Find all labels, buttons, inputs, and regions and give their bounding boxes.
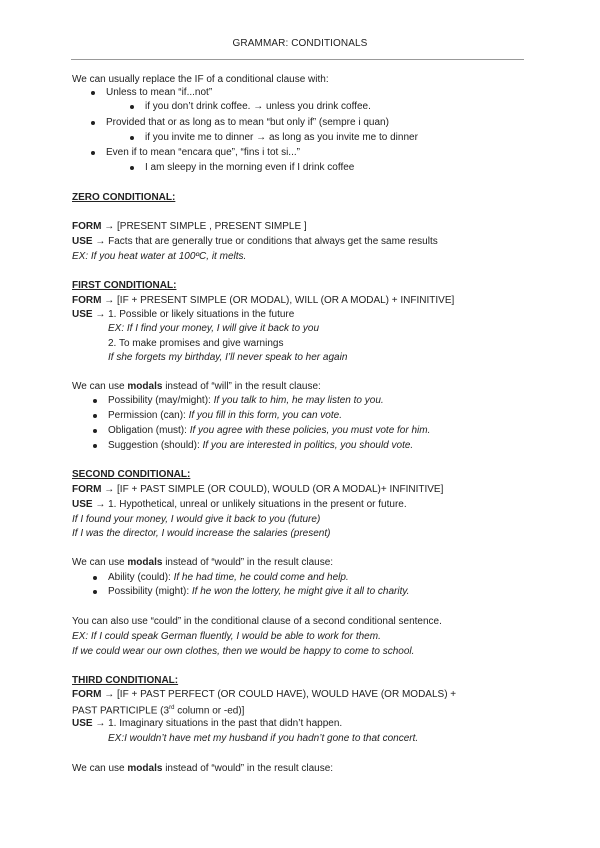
use-text: → Facts that are generally true or conditions that always get the same results [92,236,438,247]
second-example-2: If I was the director, I would increase the salaries (present) [72,528,331,539]
modal-example: If he had time, he could come and help. [173,572,349,583]
bullet-icon [93,429,97,433]
use-label: USE [72,499,93,510]
second-could-example-2: If we could wear our own clothes, then we would be happy to come to school. [72,646,415,657]
ordinal-suffix: rd [169,705,175,711]
zero-heading: ZERO CONDITIONAL: [72,192,176,203]
form-text-2: PAST PARTICIPLE (3 [72,705,170,717]
use-label: USE [72,236,93,247]
modals-pre: We can use [72,381,128,392]
bullet-icon [91,121,95,125]
third-example: EX:I wouldn’t have met my husband if you hadn’t gone to that concert. [108,733,419,744]
use-text: → 1. Hypothetical, unreal or unlikely situations in the present or future. [92,499,407,510]
header-divider [71,59,524,60]
zero-use [72,235,438,248]
third-use [72,717,342,730]
intro-item-provided [106,116,389,129]
second-modal-possibility [108,585,409,598]
first-form [72,294,454,307]
first-use [72,308,294,321]
page-header: GRAMMAR: CONDITIONALS [232,38,368,49]
bullet-icon [130,105,134,109]
bullet-icon [93,444,97,448]
intro-item-unless [106,86,212,99]
bullet-icon [93,576,97,580]
zero-form [72,220,307,233]
modal-example: If you talk to him, he may listen to you. [213,395,384,406]
intro-item-text: Even if to mean “encara que”, “fins i tot si...” [106,147,300,158]
modal-label: Ability (could): [108,572,174,583]
zero-example: EX: If you heat water at 100ºC, it melts. [72,251,247,262]
intro-sub-unless [145,100,371,113]
form-text: → [IF + PRESENT SIMPLE (OR MODAL), WILL (OR A MODAL) + INFINITIVE] [101,295,455,306]
modal-label: Permission (can): [108,410,189,421]
third-form [72,688,456,701]
modals-post: instead of “will” in the result clause: [162,381,321,392]
use-text: → 1. Possible or likely situations in the future [92,309,295,320]
form-text: → [IF + PAST SIMPLE (OR COULD), WOULD (OR A MODAL)+ INFINITIVE] [101,484,444,495]
form-text-3: column or -ed)] [174,705,245,717]
second-modal-ability [108,571,349,584]
first-example-2: If she forgets my birthday, I’ll never speak to her again [108,352,348,363]
first-modal-obligation [108,424,430,437]
second-use [72,498,407,511]
modals-bold: modals [127,763,163,774]
intro-sub-text: if you don’t drink coffee. → unless you drink coffee. [145,101,371,112]
bullet-icon [91,151,95,155]
first-use-2: 2. To make promises and give warnings [108,338,284,349]
form-text: → [IF + PAST PERFECT (OR COULD HAVE), WOULD HAVE (OR MODALS) + [101,689,457,700]
intro-item-text: Unless to mean “if...not” [106,87,213,98]
modal-example: If you are interested in politics, you should vote. [202,440,414,451]
bullet-icon [130,166,134,170]
form-text: → [PRESENT SIMPLE , PRESENT SIMPLE ] [101,221,307,232]
modal-label: Obligation (must): [108,425,190,436]
third-heading: THIRD CONDITIONAL: [72,675,179,686]
intro-item-even-if [106,146,300,159]
bullet-icon [93,414,97,418]
second-could-note: You can also use “could” in the conditional clause of a second conditional sentence. [72,616,442,627]
first-modal-possibility [108,394,384,407]
second-form [72,483,443,496]
modal-example: If you fill in this form, you can vote. [188,410,342,421]
first-example-1: EX: If I find your money, I will give it back to you [108,323,320,334]
first-modal-suggestion [108,439,413,452]
second-could-example-1: EX: If I could speak German fluently, I would be able to work for them. [72,631,381,642]
modals-pre: We can use [72,763,128,774]
second-modals-lead [72,556,333,569]
bullet-icon [91,91,95,95]
second-example-1: If I found your money, I would give it back to you (future) [72,514,321,525]
first-modals-lead [72,380,321,393]
modal-label: Suggestion (should): [108,440,203,451]
intro-sub-provided [145,131,418,144]
modals-pre: We can use [72,557,128,568]
form-label: FORM [72,221,102,232]
modal-label: Possibility (may/might): [108,395,214,406]
bullet-icon [93,399,97,403]
modal-example: If you agree with these policies, you must vote for him. [189,425,431,436]
bullet-icon [130,136,134,140]
form-label: FORM [72,484,102,495]
intro-sub-text: if you invite me to dinner → as long as you invite me to dinner [145,132,418,143]
modal-label: Possibility (might): [108,586,192,597]
use-label: USE [72,309,93,320]
modal-example: If he won the lottery, he might give it all to charity. [191,586,410,597]
modals-post: instead of “would” in the result clause: [162,763,334,774]
first-modal-permission [108,409,342,422]
bullet-icon [93,590,97,594]
second-heading: SECOND CONDITIONAL: [72,469,191,480]
form-label: FORM [72,689,102,700]
intro-item-text: Provided that or as long as to mean “but only if” (sempre i quan) [106,117,389,128]
use-text: → 1. Imaginary situations in the past that didn’t happen. [92,718,343,729]
third-form-continued [72,702,244,717]
third-modals-lead [72,762,333,775]
form-label: FORM [72,295,102,306]
use-label: USE [72,718,93,729]
intro-lead: We can usually replace the IF of a conditional clause with: [72,74,329,85]
modals-bold: modals [127,557,163,568]
intro-sub-even-if [145,161,354,174]
first-heading: FIRST CONDITIONAL: [72,280,177,291]
modals-bold: modals [127,381,163,392]
intro-sub-text: I am sleepy in the morning even if I drink coffee [145,162,355,173]
modals-post: instead of “would” in the result clause: [162,557,334,568]
